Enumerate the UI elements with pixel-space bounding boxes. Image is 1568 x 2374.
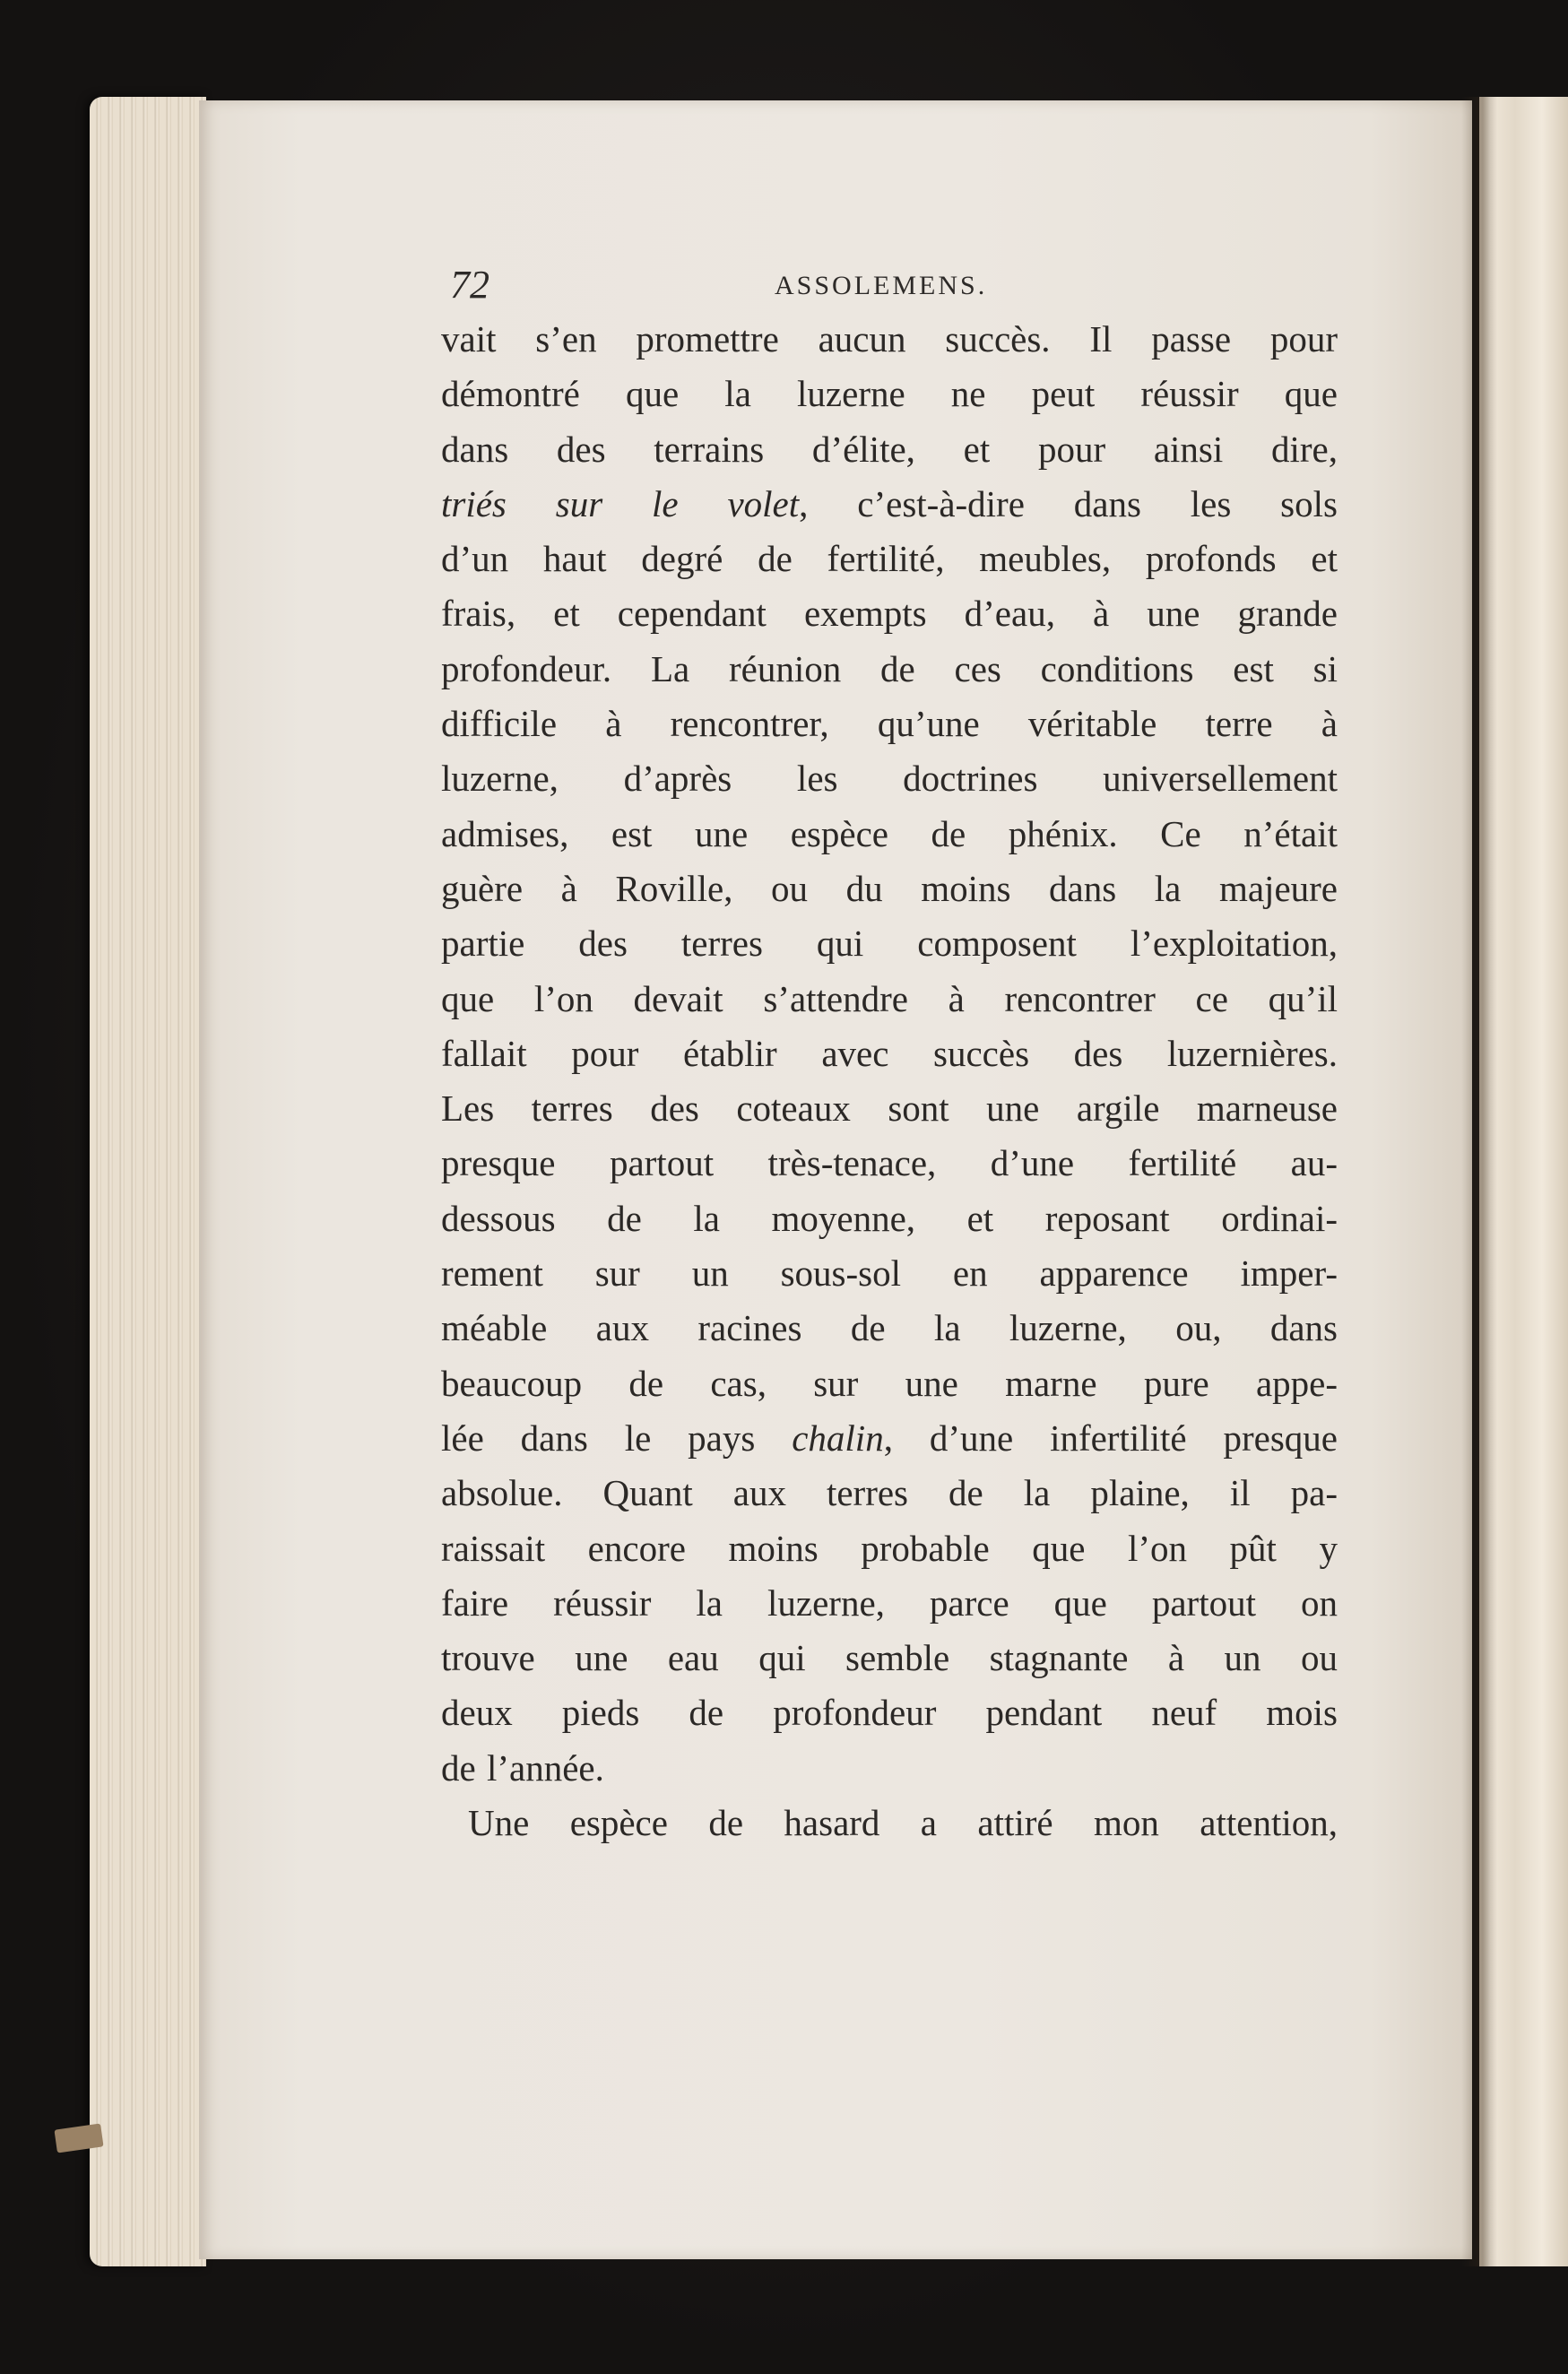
- text-line: dans des terrains d’élite, et pour ainsi dire,: [441, 428, 1338, 470]
- text-line: admises, est une espèce de phénix. Ce n’était: [441, 812, 1338, 854]
- text-line: difficile à rencontrer, qu’une véritable terre à: [441, 703, 1338, 745]
- text-line: méable aux racines de la luzerne, ou, dans: [441, 1307, 1338, 1349]
- text-line: guère à Roville, ou du moins dans la majeure: [441, 867, 1338, 909]
- text-line: démontré que la luzerne ne peut réussir que: [441, 373, 1338, 415]
- text-line: deux pieds de profondeur pendant neuf mois: [441, 1692, 1338, 1734]
- text-line-with-italic: lée dans le pays chalin, d’une infertilité presque: [441, 1417, 1338, 1459]
- text-line: beaucoup de cas, sur une marne pure appe-: [441, 1362, 1338, 1404]
- text-line: de l’année.: [441, 1746, 604, 1789]
- italic-word: chalin: [792, 1417, 884, 1459]
- text-line: profondeur. La réunion de ces conditions est si: [441, 647, 1338, 689]
- text-line: Une espèce de hasard a attiré mon attention,: [468, 1802, 1338, 1844]
- text-line: Les terres des coteaux sont une argile marneuse: [441, 1087, 1338, 1130]
- text-line: frais, et cependant exempts d’eau, à une grande: [441, 593, 1338, 635]
- text-line: d’un haut degré de fertilité, meubles, profonds et: [441, 538, 1338, 580]
- running-head: [450, 262, 1347, 316]
- text-line: que l’on devait s’attendre à rencontrer ce qu’il: [441, 977, 1338, 1019]
- page-number: 72: [450, 263, 489, 307]
- gutter-shadow: [1461, 97, 1497, 2266]
- text-line: dessous de la moyenne, et reposant ordinai-: [441, 1197, 1338, 1239]
- text-line: partie des terres qui composent l’exploitation,: [441, 923, 1338, 965]
- text-line: absolue. Quant aux terres de la plaine, il pa-: [441, 1472, 1338, 1514]
- text-line: faire réussir la luzerne, parce que partout on: [441, 1581, 1338, 1624]
- running-head-title: ASSOLEMENS.: [775, 271, 988, 300]
- paragraph: [441, 1796, 1338, 1850]
- book-page: [199, 100, 1472, 2259]
- body-text: [441, 312, 1338, 1850]
- text-line-with-italic: triés sur le volet, c’est-à-dire dans les sols: [441, 482, 1338, 524]
- book-page-edges-left: [90, 97, 206, 2266]
- paragraph: [441, 312, 1338, 1796]
- text-line: fallait pour établir avec succès des luzernières.: [441, 1032, 1338, 1074]
- text-line: trouve une eau qui semble stagnante à un ou: [441, 1637, 1338, 1679]
- text-line: presque partout très-tenace, d’une fertilité au-: [441, 1142, 1338, 1184]
- italic-phrase: triés sur le volet: [441, 482, 800, 524]
- text-line: rement sur un sous-sol en apparence imper-: [441, 1252, 1338, 1295]
- text-line: luzerne, d’après les doctrines universellement: [441, 758, 1338, 800]
- text-line: raissait encore moins probable que l’on pût y: [441, 1527, 1338, 1569]
- text-line: vait s’en promettre aucun succès. Il passe pour: [441, 318, 1338, 360]
